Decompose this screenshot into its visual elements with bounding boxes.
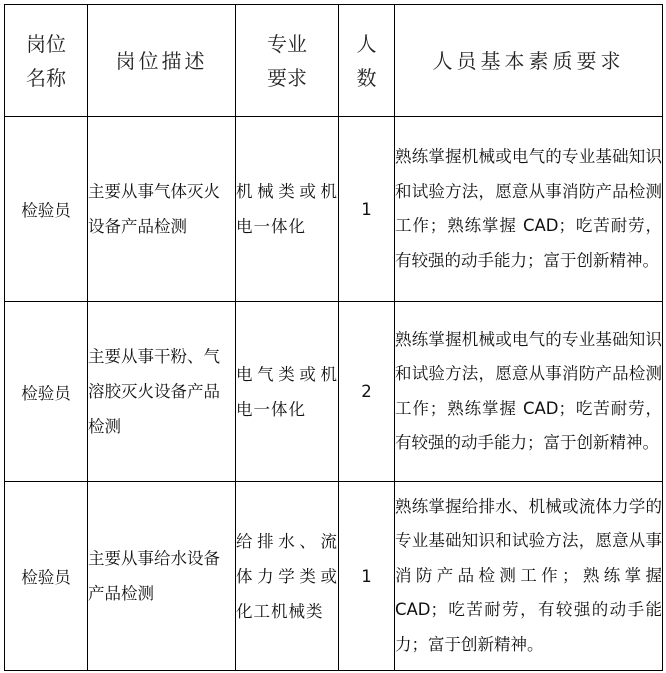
header-position-description: 岗位描述 bbox=[88, 5, 236, 117]
requirements-cell: 熟练掌握机械或电气的专业基础知识和试验方法，愿意从事消防产品检测工作；熟练掌握 CAD；吃苦耐劳，有较强的动手能力；富于创新精神。 bbox=[395, 302, 663, 482]
description-cell: 主要从事给水设备产品检测 bbox=[88, 482, 236, 671]
table-row bbox=[5, 117, 663, 302]
header-headcount: 人 数 bbox=[339, 5, 395, 117]
position-cell: 检验员 bbox=[5, 302, 88, 482]
major-cell: 机械类或机电一体化 bbox=[236, 117, 339, 302]
major-cell: 电气类或机电一体化 bbox=[236, 302, 339, 482]
header-major-requirement: 专业 要求 bbox=[236, 5, 339, 117]
position-cell: 检验员 bbox=[5, 482, 88, 671]
position-cell: 检验员 bbox=[5, 117, 88, 302]
description-cell: 主要从事气体灭火设备产品检测 bbox=[88, 117, 236, 302]
major-cell: 给排水、流体力学类或化工机械类 bbox=[236, 482, 339, 671]
header-row bbox=[5, 5, 663, 117]
table-row bbox=[5, 482, 663, 671]
description-cell: 主要从事干粉、气溶胶灭火设备产品检测 bbox=[88, 302, 236, 482]
header-quality-requirement: 人员基本素质要求 bbox=[395, 5, 663, 117]
headcount-cell: 2 bbox=[339, 302, 395, 482]
requirements-cell: 熟练掌握给排水、机械或流体力学的专业基础知识和试验方法，愿意从事消防产品检测工作；熟练掌握 CAD；吃苦耐劳，有较强的动手能力；富于创新精神。 bbox=[395, 482, 663, 671]
table-row bbox=[5, 302, 663, 482]
requirements-cell: 熟练掌握机械或电气的专业基础知识和试验方法，愿意从事消防产品检测工作；熟练掌握 CAD；吃苦耐劳，有较强的动手能力；富于创新精神。 bbox=[395, 117, 663, 302]
headcount-cell: 1 bbox=[339, 117, 395, 302]
job-requirements-table bbox=[4, 4, 663, 671]
headcount-cell: 1 bbox=[339, 482, 395, 671]
header-position-name: 岗位 名称 bbox=[5, 5, 88, 117]
